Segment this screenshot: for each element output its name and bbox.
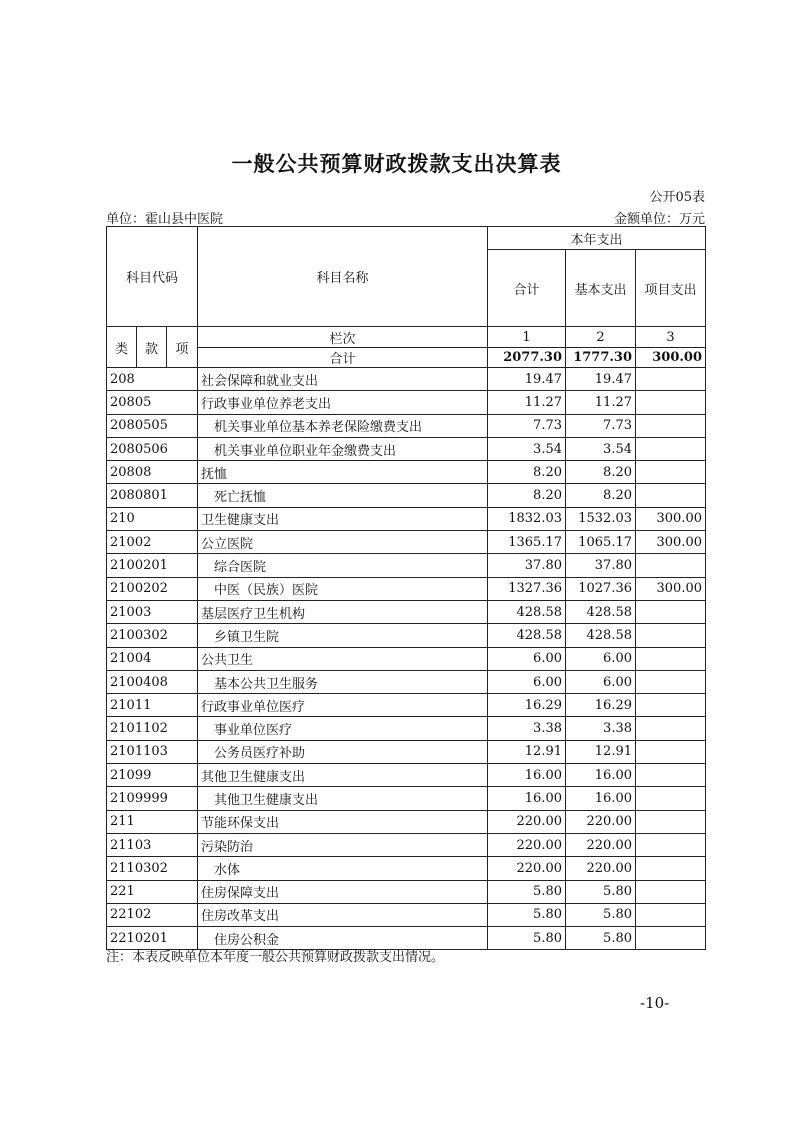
col-2-number: 2 xyxy=(566,327,636,348)
project-cell xyxy=(636,368,706,391)
basic-cell: 5.80 xyxy=(566,927,636,950)
table-row xyxy=(107,391,706,414)
basic-cell: 1532.03 xyxy=(566,507,636,530)
subject-code-cell: 2100201 xyxy=(107,554,198,577)
project-cell xyxy=(636,600,706,623)
basic-cell: 16.29 xyxy=(566,694,636,717)
basic-header: 基本支出 xyxy=(566,250,636,327)
subject-code-cell: 21002 xyxy=(107,531,198,554)
subject-code-cell: 20808 xyxy=(107,461,198,484)
project-cell xyxy=(636,880,706,903)
total-cell: 5.80 xyxy=(488,927,566,950)
basic-cell: 16.00 xyxy=(566,764,636,787)
subject-name-cell: 住房改革支出 xyxy=(198,903,488,926)
total-cell: 1832.03 xyxy=(488,507,566,530)
subject-code-cell: 208 xyxy=(107,368,198,391)
project-cell: 300.00 xyxy=(636,507,706,530)
basic-cell: 8.20 xyxy=(566,461,636,484)
subject-name-cell: 其他卫生健康支出 xyxy=(198,764,488,787)
totals-project: 300.00 xyxy=(636,348,706,368)
subject-code-cell: 20805 xyxy=(107,391,198,414)
table-row xyxy=(107,833,706,856)
lei-header: 类 xyxy=(107,327,137,368)
subject-name-cell: 公立医院 xyxy=(198,531,488,554)
project-cell xyxy=(636,764,706,787)
basic-cell: 12.91 xyxy=(566,740,636,763)
total-header: 合计 xyxy=(488,250,566,327)
subject-name-cell: 卫生健康支出 xyxy=(198,507,488,530)
subject-code-cell: 2080801 xyxy=(107,484,198,507)
total-cell: 12.91 xyxy=(488,740,566,763)
project-cell xyxy=(636,717,706,740)
table-row xyxy=(107,740,706,763)
basic-cell: 220.00 xyxy=(566,857,636,880)
subject-name-cell: 中医（民族）医院 xyxy=(198,577,488,600)
basic-cell: 5.80 xyxy=(566,903,636,926)
subject-name-cell: 其他卫生健康支出 xyxy=(198,787,488,810)
subject-code-cell: 2101102 xyxy=(107,717,198,740)
project-cell xyxy=(636,810,706,833)
basic-cell: 428.58 xyxy=(566,624,636,647)
basic-cell: 6.00 xyxy=(566,670,636,693)
basic-cell: 16.00 xyxy=(566,787,636,810)
table-row xyxy=(107,670,706,693)
project-cell xyxy=(636,740,706,763)
form-number: 公开05表 xyxy=(649,190,705,205)
total-cell: 3.54 xyxy=(488,437,566,460)
subject-code-cell: 21011 xyxy=(107,694,198,717)
project-cell xyxy=(636,437,706,460)
basic-cell: 428.58 xyxy=(566,600,636,623)
table-row xyxy=(107,717,706,740)
total-cell: 220.00 xyxy=(488,857,566,880)
subject-name-cell: 机关事业单位职业年金缴费支出 xyxy=(198,437,488,460)
xiang-header: 项 xyxy=(167,327,198,368)
basic-cell: 8.20 xyxy=(566,484,636,507)
total-cell: 8.20 xyxy=(488,461,566,484)
table-row xyxy=(107,531,706,554)
subject-code-cell: 2101103 xyxy=(107,740,198,763)
subject-name-cell: 公务员医疗补助 xyxy=(198,740,488,763)
total-cell: 19.47 xyxy=(488,368,566,391)
subject-name-cell: 住房保障支出 xyxy=(198,880,488,903)
total-cell: 220.00 xyxy=(488,810,566,833)
total-cell: 16.00 xyxy=(488,764,566,787)
totals-total: 2077.30 xyxy=(488,348,566,368)
basic-cell: 3.38 xyxy=(566,717,636,740)
total-cell: 5.80 xyxy=(488,903,566,926)
subject-code-cell: 2110302 xyxy=(107,857,198,880)
basic-cell: 11.27 xyxy=(566,391,636,414)
project-cell xyxy=(636,857,706,880)
table-row xyxy=(107,368,706,391)
basic-cell: 220.00 xyxy=(566,810,636,833)
basic-cell: 3.54 xyxy=(566,437,636,460)
project-cell xyxy=(636,903,706,926)
subject-name-cell: 污染防治 xyxy=(198,833,488,856)
subject-code-cell: 22102 xyxy=(107,903,198,926)
header-row-1 xyxy=(107,227,706,250)
total-cell: 428.58 xyxy=(488,600,566,623)
column-label: 栏次 xyxy=(198,327,488,348)
project-cell xyxy=(636,484,706,507)
col-1-number: 1 xyxy=(488,327,566,348)
subject-name-cell: 死亡抚恤 xyxy=(198,484,488,507)
project-cell: 300.00 xyxy=(636,577,706,600)
project-header: 项目支出 xyxy=(636,250,706,327)
table-row xyxy=(107,414,706,437)
table-row xyxy=(107,554,706,577)
total-cell: 3.38 xyxy=(488,717,566,740)
subject-name-cell: 机关事业单位基本养老保险缴费支出 xyxy=(198,414,488,437)
subject-code-cell: 211 xyxy=(107,810,198,833)
subject-name-cell: 行政事业单位养老支出 xyxy=(198,391,488,414)
project-cell xyxy=(636,694,706,717)
table-row xyxy=(107,647,706,670)
project-cell: 300.00 xyxy=(636,531,706,554)
basic-cell: 220.00 xyxy=(566,833,636,856)
total-cell: 7.73 xyxy=(488,414,566,437)
table-note: 注：本表反映单位本年度一般公共预算财政拨款支出情况。 xyxy=(106,950,445,965)
total-cell: 5.80 xyxy=(488,880,566,903)
table-row xyxy=(107,577,706,600)
subject-name-header: 科目名称 xyxy=(198,227,488,327)
current-year-header: 本年支出 xyxy=(488,227,706,250)
basic-cell: 6.00 xyxy=(566,647,636,670)
subject-name-cell: 事业单位医疗 xyxy=(198,717,488,740)
basic-cell: 1027.36 xyxy=(566,577,636,600)
project-cell xyxy=(636,391,706,414)
subject-name-cell: 抚恤 xyxy=(198,461,488,484)
total-cell: 6.00 xyxy=(488,670,566,693)
table-row xyxy=(107,903,706,926)
total-cell: 6.00 xyxy=(488,647,566,670)
project-cell xyxy=(636,414,706,437)
subject-code-cell: 2080505 xyxy=(107,414,198,437)
column-number-row xyxy=(107,327,706,348)
subject-name-cell: 基本公共卫生服务 xyxy=(198,670,488,693)
total-cell: 37.80 xyxy=(488,554,566,577)
basic-cell: 1065.17 xyxy=(566,531,636,554)
table-row xyxy=(107,857,706,880)
expenditure-table xyxy=(106,226,706,950)
total-cell: 220.00 xyxy=(488,833,566,856)
total-cell: 11.27 xyxy=(488,391,566,414)
kuan-header: 款 xyxy=(137,327,167,368)
table-row xyxy=(107,484,706,507)
subject-name-cell: 综合医院 xyxy=(198,554,488,577)
basic-cell: 7.73 xyxy=(566,414,636,437)
col-3-number: 3 xyxy=(636,327,706,348)
table-row xyxy=(107,600,706,623)
subject-code-cell: 2210201 xyxy=(107,927,198,950)
project-cell xyxy=(636,787,706,810)
project-cell xyxy=(636,647,706,670)
subject-name-cell: 住房公积金 xyxy=(198,927,488,950)
subject-code-cell: 21099 xyxy=(107,764,198,787)
table-row xyxy=(107,764,706,787)
totals-label: 合计 xyxy=(198,348,488,368)
basic-cell: 19.47 xyxy=(566,368,636,391)
subject-code-cell: 221 xyxy=(107,880,198,903)
table-row xyxy=(107,507,706,530)
subject-code-cell: 2080506 xyxy=(107,437,198,460)
subject-code-cell: 21003 xyxy=(107,600,198,623)
total-cell: 16.00 xyxy=(488,787,566,810)
subject-code-header: 科目代码 xyxy=(107,227,198,327)
table-row xyxy=(107,437,706,460)
total-cell: 8.20 xyxy=(488,484,566,507)
project-cell xyxy=(636,554,706,577)
document-title: 一般公共预算财政拨款支出决算表 xyxy=(231,152,562,176)
project-cell xyxy=(636,670,706,693)
table-row xyxy=(107,787,706,810)
table-row xyxy=(107,810,706,833)
table-row xyxy=(107,624,706,647)
table-row xyxy=(107,694,706,717)
totals-basic: 1777.30 xyxy=(566,348,636,368)
subject-name-cell: 基层医疗卫生机构 xyxy=(198,600,488,623)
total-cell: 1365.17 xyxy=(488,531,566,554)
total-cell: 1327.36 xyxy=(488,577,566,600)
page-number: -10- xyxy=(640,994,670,1012)
project-cell xyxy=(636,833,706,856)
subject-name-cell: 乡镇卫生院 xyxy=(198,624,488,647)
subject-name-cell: 社会保障和就业支出 xyxy=(198,368,488,391)
table-row xyxy=(107,461,706,484)
subject-code-cell: 21103 xyxy=(107,833,198,856)
subject-name-cell: 节能环保支出 xyxy=(198,810,488,833)
subject-name-cell: 水体 xyxy=(198,857,488,880)
subject-code-cell: 2100302 xyxy=(107,624,198,647)
subject-code-cell: 2109999 xyxy=(107,787,198,810)
unit-label: 单位：霍山县中医院 xyxy=(106,212,224,227)
subject-code-cell: 2100202 xyxy=(107,577,198,600)
subject-name-cell: 行政事业单位医疗 xyxy=(198,694,488,717)
total-cell: 428.58 xyxy=(488,624,566,647)
amount-unit-label: 金额单位：万元 xyxy=(613,212,705,227)
subject-code-cell: 2100408 xyxy=(107,670,198,693)
subject-code-cell: 21004 xyxy=(107,647,198,670)
subject-name-cell: 公共卫生 xyxy=(198,647,488,670)
project-cell xyxy=(636,927,706,950)
basic-cell: 37.80 xyxy=(566,554,636,577)
total-cell: 16.29 xyxy=(488,694,566,717)
project-cell xyxy=(636,461,706,484)
table-row xyxy=(107,880,706,903)
project-cell xyxy=(636,624,706,647)
basic-cell: 5.80 xyxy=(566,880,636,903)
subject-code-cell: 210 xyxy=(107,507,198,530)
